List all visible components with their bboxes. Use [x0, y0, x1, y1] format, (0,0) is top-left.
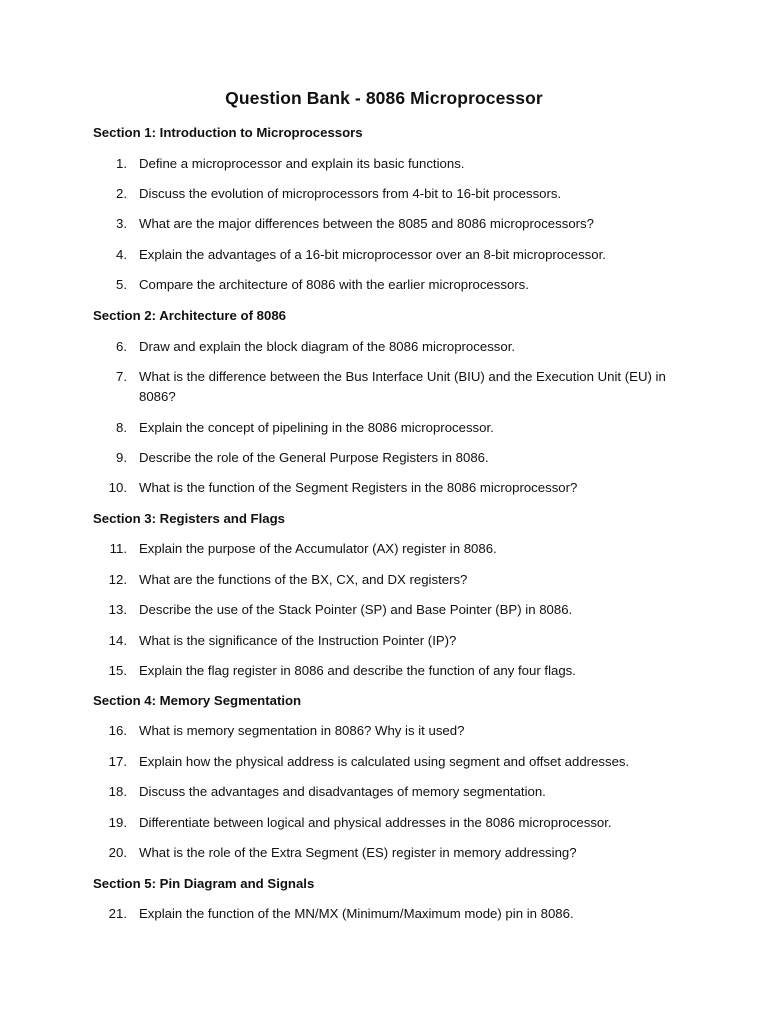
- question-text: What is the function of the Segment Registers in the 8086 microprocessor?: [139, 480, 578, 495]
- question-text: Explain how the physical address is calculated using segment and offset addresses.: [139, 754, 630, 769]
- question-number: 5.: [116, 277, 127, 292]
- question-number: 13.: [108, 602, 127, 617]
- question-number: 17.: [108, 754, 127, 769]
- question-number: 6.: [116, 339, 127, 354]
- question-text: Explain the advantages of a 16-bit microprocessor over an 8-bit microprocessor.: [139, 247, 606, 262]
- question-text: Explain the purpose of the Accumulator (AX) register in 8086.: [139, 541, 497, 556]
- section-heading-2: Section 2: Architecture of 8086: [93, 308, 286, 323]
- question-text: Explain the function of the MN/MX (Minimum/Maximum mode) pin in 8086.: [139, 906, 574, 921]
- question-text: What is the role of the Extra Segment (ES) register in memory addressing?: [139, 845, 577, 860]
- question-text: Discuss the evolution of microprocessors from 4-bit to 16-bit processors.: [139, 186, 562, 201]
- section-heading-3: Section 3: Registers and Flags: [93, 511, 286, 526]
- question-number: 11.: [109, 541, 127, 556]
- question-text: Describe the use of the Stack Pointer (SP) and Base Pointer (BP) in 8086.: [139, 602, 573, 617]
- question-number: 21.: [108, 906, 127, 921]
- question-number: 12.: [108, 572, 127, 587]
- question-text: What are the major differences between the 8085 and 8086 microprocessors?: [139, 216, 594, 231]
- question-number: 2.: [116, 186, 127, 201]
- section-heading-5: Section 5: Pin Diagram and Signals: [93, 876, 315, 891]
- question-number: 20.: [108, 845, 127, 860]
- question-number: 19.: [108, 815, 127, 830]
- question-text: Discuss the advantages and disadvantages of memory segmentation.: [139, 784, 546, 799]
- section-heading-1: Section 1: Introduction to Microprocessors: [93, 125, 363, 140]
- question-number: 8.: [116, 420, 127, 435]
- question-text: What is the significance of the Instruction Pointer (IP)?: [139, 633, 457, 648]
- question-number: 9.: [116, 450, 127, 465]
- question-number: 14.: [108, 633, 127, 648]
- question-text: What is memory segmentation in 8086? Why is it used?: [139, 723, 465, 738]
- question-number: 1.: [116, 156, 127, 171]
- page-title: Question Bank - 8086 Microprocessor: [225, 88, 543, 108]
- section-heading-4: Section 4: Memory Segmentation: [93, 693, 302, 708]
- question-number: 18.: [108, 784, 127, 799]
- question-number: 10.: [108, 480, 127, 495]
- question-number: 4.: [116, 247, 127, 262]
- question-number: 15.: [108, 663, 127, 678]
- question-text: What are the functions of the BX, CX, and DX registers?: [139, 572, 468, 587]
- question-text: Define a microprocessor and explain its basic functions.: [139, 156, 465, 171]
- question-text: Differentiate between logical and physical addresses in the 8086 microprocessor.: [139, 815, 612, 830]
- question-number: 7.: [116, 369, 127, 384]
- question-number: 3.: [116, 216, 127, 231]
- question-text: Explain the concept of pipelining in the 8086 microprocessor.: [139, 420, 494, 435]
- question-text: Draw and explain the block diagram of the 8086 microprocessor.: [139, 339, 516, 354]
- question-number: 16.: [108, 723, 127, 738]
- question-text: Describe the role of the General Purpose Registers in 8086.: [139, 450, 489, 465]
- question-text: What is the difference between the Bus Interface Unit (BIU) and the Execution Unit (EU) in 8086?: [139, 369, 666, 404]
- question-text: Explain the flag register in 8086 and describe the function of any four flags.: [139, 663, 576, 678]
- question-text: Compare the architecture of 8086 with the earlier microprocessors.: [139, 277, 529, 292]
